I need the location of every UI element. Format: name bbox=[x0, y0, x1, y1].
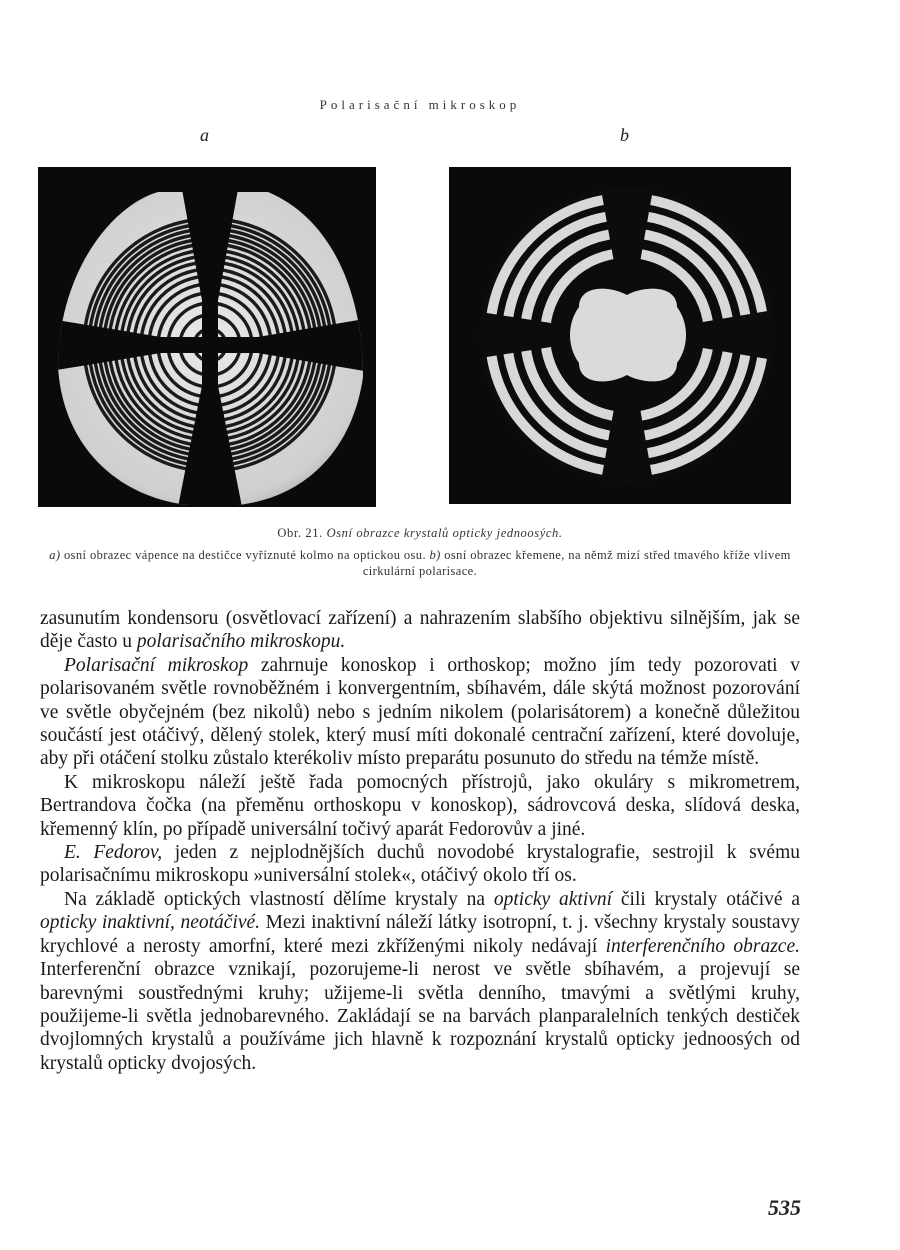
caption-number: Obr. 21. bbox=[277, 526, 323, 540]
figure-caption-body bbox=[30, 547, 810, 579]
paragraph-4-italic: E. Fedorov, bbox=[64, 842, 163, 864]
paragraph-3-text: K mikroskopu náleží ještě řada pomocných přístrojů, jako okuláry s mikrometrem, Bertrandova čočka (na přeměnu orthoskopu v konoskop), sádrovcová deska, slídová deska, křemenný klín, po případě universální točivý aparát Fedorovův a jiné. bbox=[40, 771, 800, 840]
caption-a-text: osní obrazec vápence na destičce vyříznuté kolmo na optickou osu. bbox=[63, 548, 426, 562]
paragraph-5-italic-2: opticky inaktivní, neotáčivé. bbox=[40, 912, 261, 934]
paragraph-4-text: jeden z nejplodnějších duchů novodobé krystalografie, sestrojil k svému polarisačnímu mikroskopu »universální stolek«, otáčivý okolo tří os. bbox=[40, 842, 800, 887]
paragraph-5-text-2: čili krystaly otáčivé a bbox=[612, 888, 801, 910]
figure-label-a: a bbox=[200, 125, 209, 145]
paragraph-4 bbox=[40, 841, 800, 888]
paragraph-2-italic: Polarisační mikroskop bbox=[64, 654, 249, 676]
paragraph-1-italic: polarisačního mikroskopu. bbox=[136, 631, 346, 653]
caption-a-marker: a) bbox=[49, 548, 61, 562]
page-number: 535 bbox=[768, 1195, 801, 1220]
paragraph-2-text: zahrnuje konoskop i orthoskop; možno jím tedy pozorovati v polarisovaném světle rovnoběžném i konvergentním, sbíhavém, dále skýtá možnost pozorování ve světle obyčejném (bez nikolů) nebo s jedním nikolem (polarisátorem) a konečně důležitou součástí jest otáčivý, dělený stolek, který musí míti dokonalé centrační zařízení, které dovoluje, aby při otáčení stolku zůstalo kterékoliv místo preparátu posunuto do středu na témže místě. bbox=[40, 654, 800, 770]
figure-b-quartz-interference bbox=[449, 167, 791, 504]
body-text bbox=[40, 607, 800, 1075]
figure-caption-title bbox=[30, 525, 810, 541]
paragraph-1 bbox=[40, 607, 800, 654]
figure-a-calcite-interference bbox=[38, 167, 376, 507]
caption-b-text: osní obrazec křemene, na němž mizí střed tmavého kříže vlivem cirkulární polarisace. bbox=[362, 548, 791, 578]
figure-a-image bbox=[38, 167, 376, 507]
paragraph-5-text-3: Mezi inaktivní náleží látky isotropní, t. j. všechny krystaly soustavy krychlové a nerosty amorfní, které mezi zkříženými nikoly nedávají bbox=[40, 912, 800, 957]
figure-b-image bbox=[449, 167, 791, 504]
figure-label-b: b bbox=[620, 125, 629, 145]
paragraph-5 bbox=[40, 888, 800, 1075]
caption-b-marker: b) bbox=[429, 548, 441, 562]
paragraph-5-italic-3: interferenčního obrazce. bbox=[605, 935, 800, 957]
paragraph-2 bbox=[40, 654, 800, 771]
paragraph-3 bbox=[40, 771, 800, 841]
paragraph-1-text: zasunutím kondensoru (osvětlovací zařízení) a nahrazením slabšího objektivu silnějším, jak se děje často u bbox=[40, 608, 800, 653]
paragraph-5-text-4: Interferenční obrazce vznikají, pozorujeme-li nerost ve světle sbíhavém, a projevují se barevnými soustřednými kruhy; užijeme-li světla denního, tmavými a světlými kruhy, použijeme-li světla jednobarevného. Zakládají se na barvách planparalelních tenkých destiček dvojlomných krystalů a používáme jich hlavně k rozpoznání krystalů opticky jednoosých od krystalů opticky dvojosých. bbox=[40, 959, 800, 1074]
paragraph-5-italic-1: opticky aktivní bbox=[493, 888, 613, 910]
running-head: Polarisační mikroskop bbox=[319, 97, 521, 112]
caption-title-text: Osní obrazce krystalů opticky jednoosých. bbox=[326, 526, 563, 540]
paragraph-5-text-1: Na základě optických vlastností dělíme krystaly na bbox=[64, 888, 494, 910]
